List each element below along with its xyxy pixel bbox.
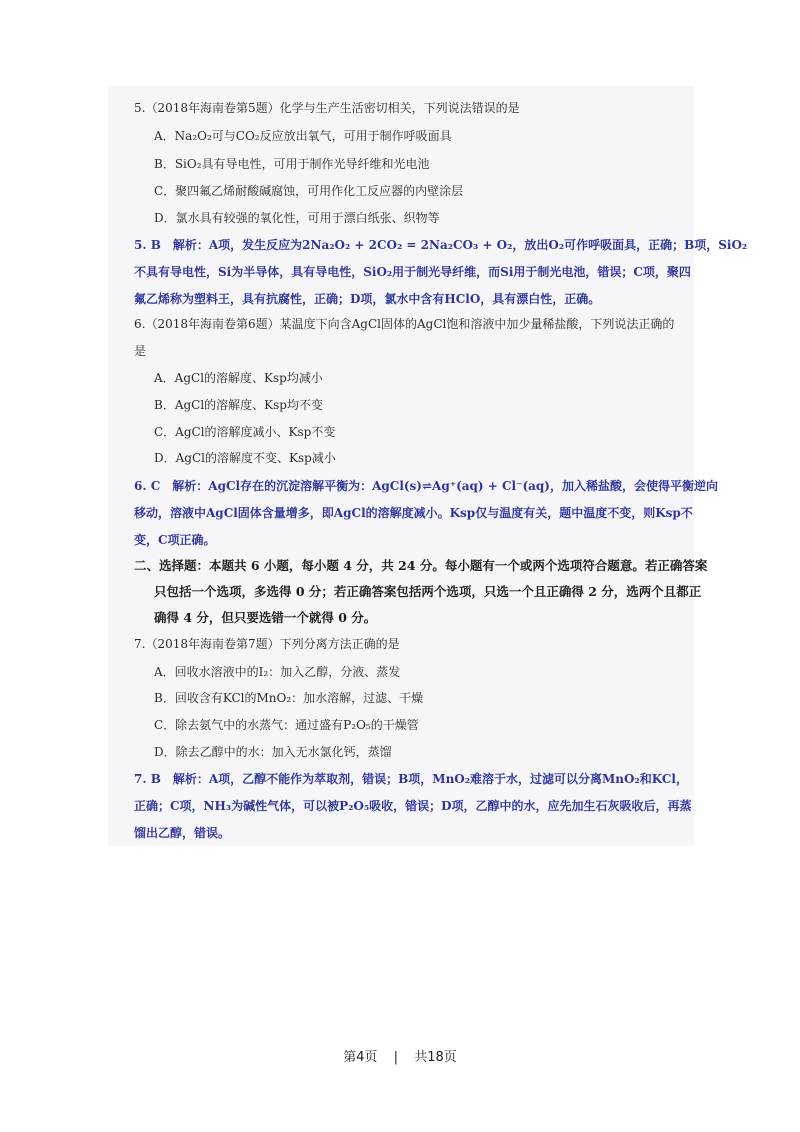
q7-analysis-line-1: 7. B 解析：A项，乙醇不能作为萃取剂，错误；B项，MnO₂难溶于水，过滤可以分离MnO₂和KCl， <box>134 772 688 786</box>
q5-analysis-line-2: 不具有导电性，Si为半导体，具有导电性，SiO₂用于制光导纤维，而Si用于制光电池，错误；C项，聚四 <box>134 265 691 279</box>
footer-separator: | <box>393 1050 399 1065</box>
q7-analysis-line-2: 正确；C项，NH₃为碱性气体，可以被P₂O₅吸收，错误；D项，乙醇中的水，应先加生石灰吸收后，再蒸 <box>134 799 692 813</box>
q5-option-c: C．聚四氟乙烯耐酸碱腐蚀，可用作化工反应器的内壁涂层 <box>154 184 464 198</box>
section2-line-3: 确得 4 分，但只要选错一个就得 0 分。 <box>154 610 377 625</box>
page-footer <box>0 1046 800 1065</box>
q7-analysis-line-3: 馏出乙醇，错误。 <box>134 826 231 840</box>
page-total: 共18页 <box>414 1050 457 1065</box>
q7-stem: 7.（2018年海南卷第7题）下列分离方法正确的是 <box>134 637 400 651</box>
q6-analysis-line-2: 移动，溶液中AgCl固体含量增多，即AgCl的溶解度减小。Ksp仅与温度有关，题中温度不变，则Ksp不 <box>134 506 693 520</box>
section2-line-2: 只包括一个选项，多选得 0 分；若正确答案包括两个选项，只选一个且正确得 2 分，选两个且都正 <box>154 584 702 599</box>
q5-option-b: B．SiO₂具有导电性，可用于制作光导纤维和光电池 <box>154 157 430 171</box>
q6-option-c: C．AgCl的溶解度减小、Ksp不变 <box>154 425 336 439</box>
q7-option-c: C．除去氨气中的水蒸气：通过盛有P₂O₅的干燥管 <box>154 718 419 732</box>
q7-option-a: A．回收水溶液中的I₂：加入乙醇，分液、蒸发 <box>154 665 401 679</box>
q7-option-b: B．回收含有KCl的MnO₂：加水溶解，过滤、干燥 <box>154 691 424 705</box>
q5-option-d: D．氯水具有较强的氧化性，可用于漂白纸张、织物等 <box>154 211 440 225</box>
q6-stem-line-1: 6.（2018年海南卷第6题）某温度下向含AgCl固体的AgCl饱和溶液中加少量稀盐酸，下列说法正确的 <box>134 317 675 331</box>
q6-option-b: B．AgCl的溶解度、Ksp均不变 <box>154 398 323 412</box>
q6-analysis-line-1: 6. C 解析：AgCl存在的沉淀溶解平衡为：AgCl(s)⇌Ag⁺(aq) + Cl⁻(aq)，加入稀盐酸，会使得平衡逆向 <box>134 479 718 493</box>
q6-option-a: A．AgCl的溶解度、Ksp均减小 <box>154 371 323 385</box>
q5-stem: 5.（2018年海南卷第5题）化学与生产生活密切相关，下列说法错误的是 <box>134 101 520 115</box>
q6-stem-line-2: 是 <box>134 344 147 358</box>
q6-analysis-line-3: 变，C项正确。 <box>134 533 216 547</box>
q5-option-a: A．Na₂O₂可与CO₂反应放出氧气，可用于制作呼吸面具 <box>154 129 452 143</box>
q5-analysis-line-1: 5. B 解析：A项，发生反应为2Na₂O₂ + 2CO₂ = 2Na₂CO₃ + O₂，放出O₂可作呼吸面具，正确；B项，SiO₂ <box>134 238 748 252</box>
q5-analysis-line-3: 氟乙烯称为塑料王，具有抗腐性，正确；D项，氯水中含有HClO，具有漂白性，正确。 <box>134 292 601 306</box>
page-number: 第4页 <box>343 1050 378 1065</box>
section2-line-1: 二、选择题：本题共 6 小题，每小题 4 分，共 24 分。每小题有一个或两个选项符合题意。若正确答案 <box>134 558 708 573</box>
q7-option-d: D．除去乙醇中的水：加入无水氯化钙，蒸馏 <box>154 745 392 759</box>
q6-option-d: D．AgCl的溶解度不变、Ksp减小 <box>154 451 336 465</box>
